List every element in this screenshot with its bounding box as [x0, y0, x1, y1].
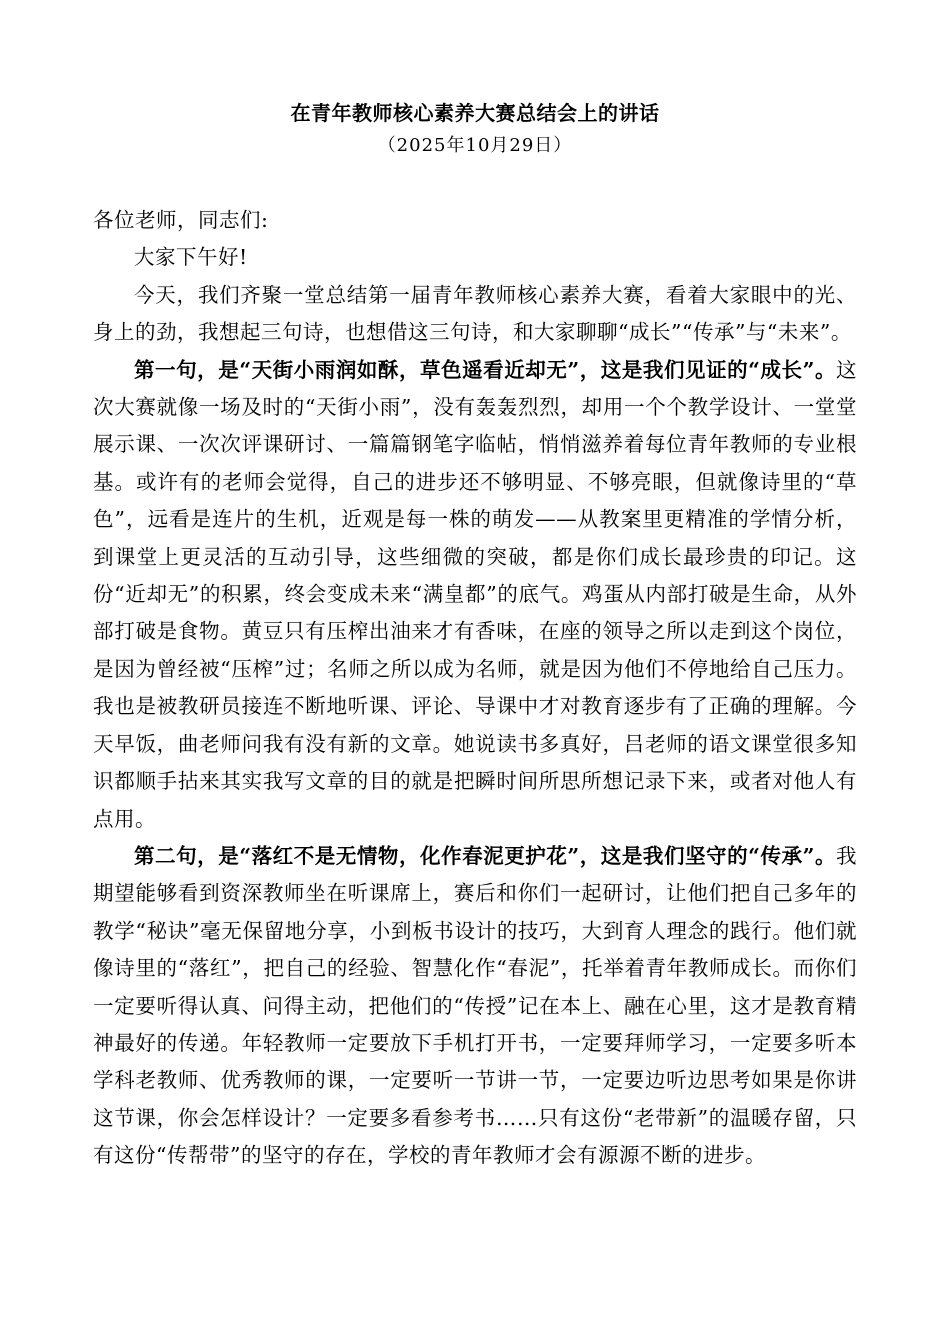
speech-body — [93, 202, 857, 1175]
speech-date: （2025年10月29日） — [377, 135, 573, 156]
salutation: 各位老师，同志们: — [93, 208, 269, 232]
first-verse-heading: 第一句，是“天街小雨润如酥，草色遥看近却无”，这是我们见证的“成长”。 — [134, 357, 836, 382]
intro-paragraph: 今天，我们齐聚一堂总结第一届青年教师核心素养大赛，看着大家眼中的光、身上的劲，我想起三句诗，也想借这三句诗，和大家聊聊“成长”“传承”与“未来”。 — [93, 282, 857, 345]
second-verse-heading: 第二句，是“落红不是无情物，化作春泥更护花”，这是我们坚守的“传承”。 — [134, 843, 836, 868]
second-verse-paragraph — [93, 838, 857, 1175]
speech-title: 在青年教师核心素养大赛总结会上的讲话 — [290, 101, 660, 125]
greeting: 大家下午好! — [134, 245, 248, 270]
second-verse-body: 我期望能够看到资深教师坐在听课席上，赛后和你们一起研讨，让他们把自己多年的教学“秘诀”毫无保留地分享，小到板书设计的技巧，大到育人理念的践行。他们就像诗里的“落红”，把自己的经验、智慧化作“春泥”，托举着青年教师成长。而你们一定要听得认真、问得主动，把他们的“传授”记在本上、融在心里，这才是教育精神最好的传递。年轻教师一定要放下手机打开书，一定要拜师学习，一定要多听本学科老教师、优秀教师的课，一定要听一节讲一节，一定要边听边思考如果是你讲这节课，你会怎样设计？一定要多看参考书……只有这份“老带新”的温暖存留，只有这份“传帮带”的坚守的存在，学校的青年教师才会有源源不断的进步。 — [93, 843, 857, 1168]
first-verse-body: 这次大赛就像一场及时的“天街小雨”，没有轰轰烈烈，却用一个个教学设计、一堂堂展示课、一次次评课研讨、一篇篇钢笔字临帖，悄悄滋养着每位青年教师的专业根基。或许有的老师会觉得，自己的进步还不够明显、不够亮眼，但就像诗里的“草色”，远看是连片的生机，近观是每一株的萌发——从教案里更精准的学情分析，到课堂上更灵活的互动引导，这些细微的突破，都是你们成长最珍贵的印记。这份“近却无”的积累，终会变成未来“满皇都”的底气。鸡蛋从内部打破是生命，从外部打破是食物。黄豆只有压榨出油来才有香味，在座的领导之所以走到这个岗位，是因为曾经被“压榨”过；名师之所以成为名师，就是因为他们不停地给自己压力。我也是被教研员接连不断地听课、评论、导课中才对教育逐步有了正确的理解。今天早饭，曲老师问我有没有新的文章。她说读书多真好，吕老师的语文课堂很多知识都顺手拈来其实我写文章的目的就是把瞬时间所思所想记录下来，或者对他人有点用。 — [93, 357, 857, 831]
first-verse-paragraph — [93, 352, 857, 838]
